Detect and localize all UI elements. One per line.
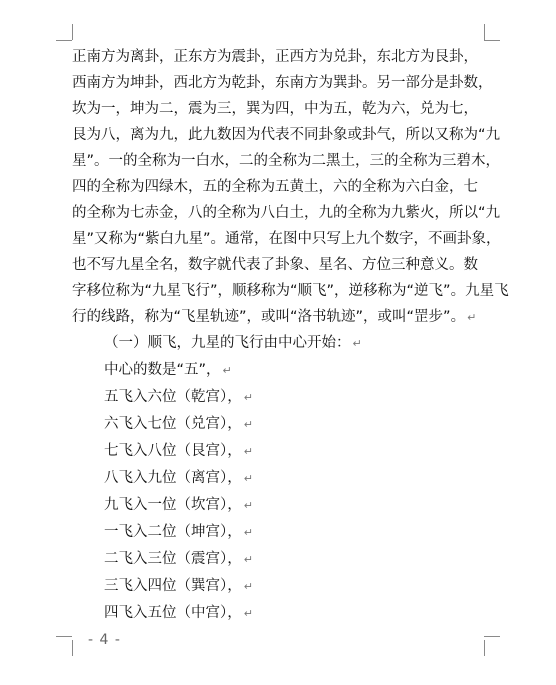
list-item: 九飞入一位（坎宫）， ↵	[104, 497, 253, 513]
crop-mark-top-left-v	[72, 24, 73, 40]
body-line: 正南方为离卦，正东方为震卦，正西方为兑卦，东北方为艮卦，	[72, 49, 478, 65]
page-number: - 4 -	[88, 632, 121, 648]
crop-mark-top-right-v	[484, 24, 485, 40]
paragraph-mark: ↵	[467, 311, 477, 324]
body-line-last: 行的线路，称为“飞星轨迹”，或叫“洛书轨迹”，或叫“罡步”。 ↵	[72, 309, 477, 325]
body-line: 艮为八，离为九，此九数因为代表不同卦象或卦气，所以又称为“九	[72, 127, 501, 143]
body-line: 四的全称为四绿木，五的全称为五黄土，六的全称为六白金，七	[72, 179, 478, 195]
paragraph-mark: ↵	[243, 499, 253, 512]
body-line: 星”。一的全称为一白水，二的全称为二黑土，三的全称为三碧木，	[72, 153, 501, 169]
paragraph-mark: ↵	[243, 418, 253, 431]
body-line: 的全称为七赤金，八的全称为八白土，九的全称为九紫火，所以“九	[72, 205, 501, 221]
body-line: 星”又称为“紫白九星”。通常，在图中只写上九个数字，不画卦象，	[72, 231, 501, 247]
paragraph-mark: ↵	[243, 526, 253, 539]
body-paragraph	[72, 44, 509, 331]
list-item: 六飞入七位（兑宫）， ↵	[104, 416, 253, 432]
crop-mark-top-right-h	[484, 40, 500, 41]
body-line: 西南方为坤卦，西北方为乾卦，东南方为巽卦。另一部分是卦数，	[72, 75, 493, 91]
section-heading: （一）顺飞，九星的飞行由中心开始： ↵	[104, 335, 362, 351]
crop-mark-top-left-h	[56, 40, 72, 41]
list-item: 五飞入六位（乾宫）， ↵	[104, 389, 253, 405]
paragraph-mark: ↵	[352, 337, 362, 350]
paragraph-mark: ↵	[243, 391, 253, 404]
list-item: 七飞入八位（艮宫）， ↵	[104, 443, 253, 459]
paragraph-mark: ↵	[243, 445, 253, 458]
list-item: 二飞入三位（震宫）， ↵	[104, 551, 253, 567]
crop-mark-bottom-left-v	[72, 640, 73, 656]
paragraph-mark: ↵	[243, 580, 253, 593]
crop-mark-bottom-right-h	[484, 636, 500, 637]
crop-mark-bottom-left-h	[56, 636, 72, 637]
crop-mark-bottom-right-v	[484, 640, 485, 656]
list-item: 一飞入二位（坤宫）， ↵	[104, 524, 253, 540]
paragraph-mark: ↵	[243, 553, 253, 566]
paragraph-mark: ↵	[243, 472, 253, 485]
flight-section	[104, 330, 362, 627]
body-line: 也不写九星全名，数字就代表了卦象、星名、方位三种意义。数	[72, 257, 478, 273]
paragraph-mark: ↵	[243, 607, 253, 620]
body-line: 坎为一，坤为二，震为三，巽为四，中为五，乾为六，兑为七，	[72, 101, 478, 117]
body-line: 字移位称为“九星飞行”，顺移称为“顺飞”，逆移称为“逆飞”。九星飞	[72, 283, 509, 299]
list-item: 三飞入四位（巽宫）， ↵	[104, 578, 253, 594]
paragraph-mark: ↵	[222, 364, 232, 377]
list-item: 四飞入五位（中宫）， ↵	[104, 605, 253, 621]
center-line: 中心的数是“五”， ↵	[104, 362, 232, 378]
list-item: 八飞入九位（离宫）， ↵	[104, 470, 253, 486]
